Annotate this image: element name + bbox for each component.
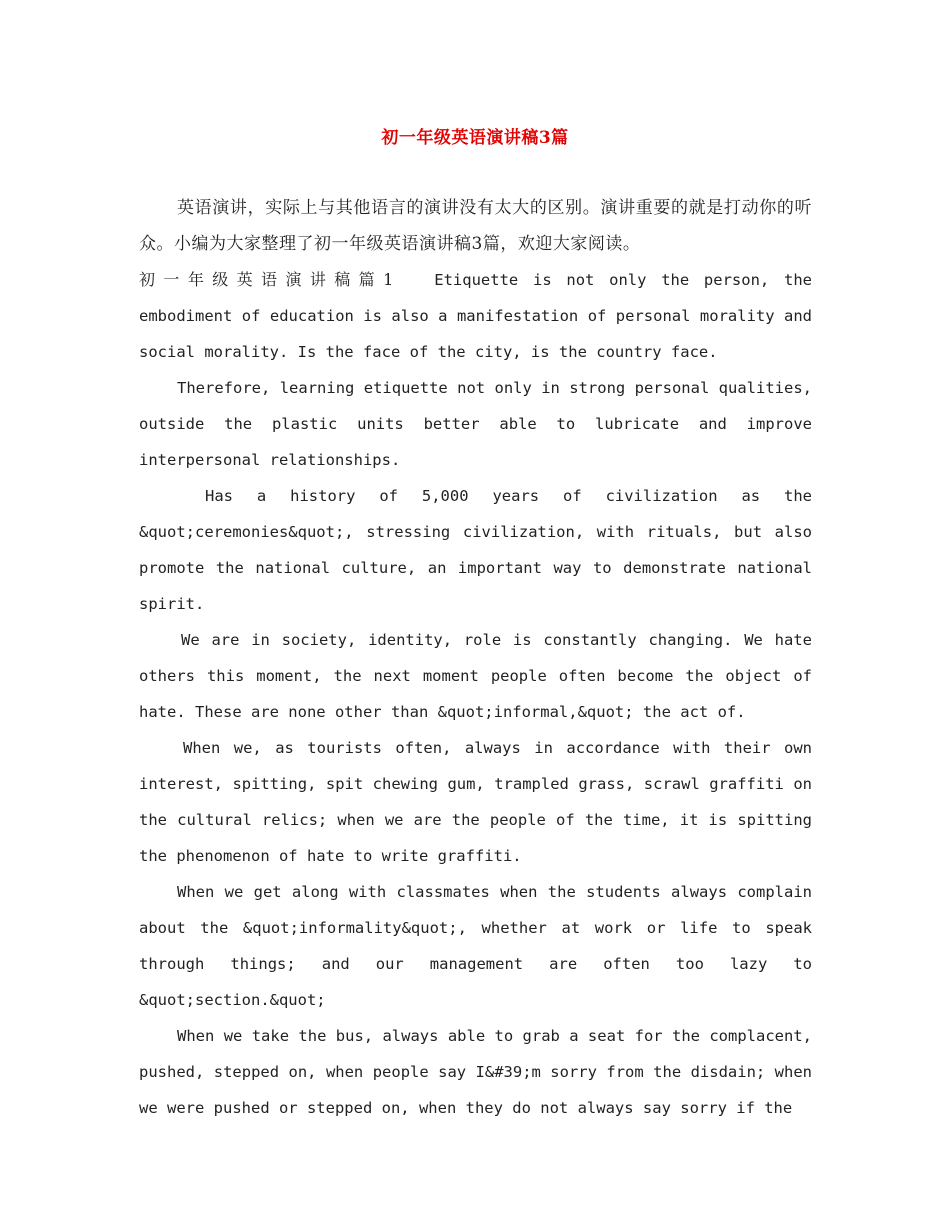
- paragraph-1: [139, 262, 812, 370]
- paragraph-7: When we take the bus, always able to grab a seat for the complacent, pushed, stepped on, when people say I&#39;m sorry from the disdain; when we were pushed or stepped on, when they do not always say sorry if the: [139, 1027, 812, 1117]
- paragraph-4: We are in society, identity, role is constantly changing. We hate others this moment, the next moment people often become the object of hate. These are none other than &quot;informal,&quot; the act of.: [139, 631, 812, 721]
- paragraph-3: Has a history of 5,000 years of civilization as the &quot;ceremonies&quot;, stressing civilization, with rituals, but also promote the national culture, an important way to demonstrate national spirit.: [139, 487, 812, 613]
- paragraph-5: When we, as tourists often, always in accordance with their own interest, spitting, spit chewing gum, trampled grass, scrawl graffiti on the cultural relics; when we are the people of the time, it is spitting the phenomenon of hate to write graffiti.: [139, 739, 812, 865]
- paragraph-6: When we get along with classmates when the students always complain about the &quot;informality&quot;, whether at work or life to speak through things; and our management are often too lazy to &quot;section.&quot;: [139, 883, 812, 1009]
- intro-paragraph: 英语演讲，实际上与其他语言的演讲没有太大的区别。演讲重要的就是打动你的听众。小编为大家整理了初一年级英语演讲稿3篇，欢迎大家阅读。: [139, 198, 812, 254]
- section-heading: 初一年级英语演讲稿篇1: [139, 270, 397, 289]
- paragraph-1-text: Etiquette is not only the person, the embodiment of education is also a manifestation of personal morality and social morality. Is the face of the city, is the country face.: [139, 271, 812, 361]
- document-body: [139, 190, 812, 1126]
- paragraph-2: Therefore, learning etiquette not only in strong personal qualities, outside the plastic units better able to lubricate and improve interpersonal relationships.: [139, 379, 812, 469]
- document-title: 初一年级英语演讲稿3篇: [381, 128, 569, 148]
